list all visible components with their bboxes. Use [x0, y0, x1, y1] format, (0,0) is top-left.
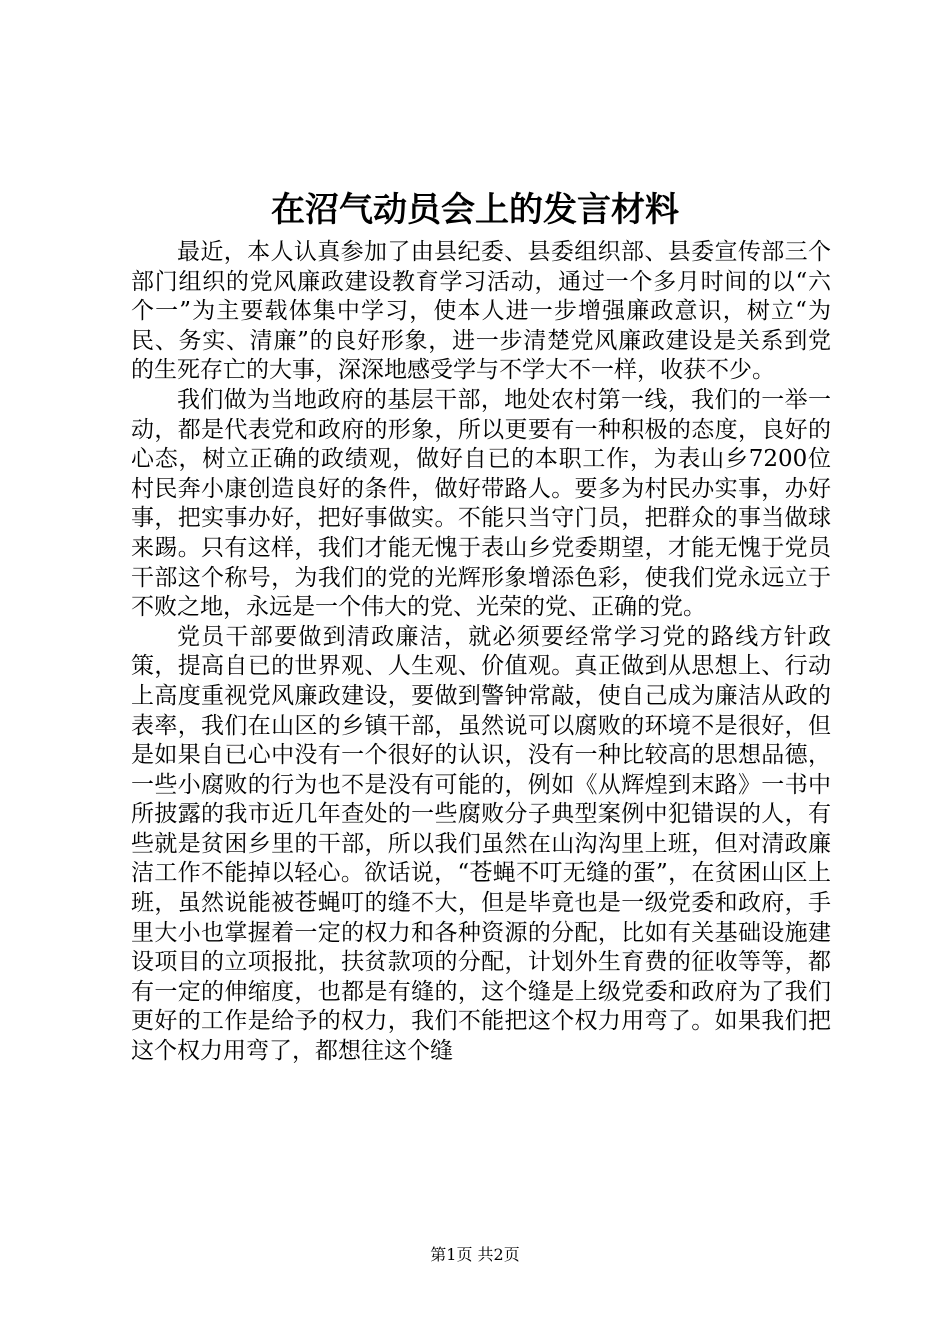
- document-body: [131, 238, 831, 1067]
- paragraph-3: 党员干部要做到清政廉洁，就必须要经常学习党的路线方针政策，提高自已的世界观、人生观、价值观。真正做到从思想上、行动上高度重视党风廉政建设，要做到警钟常敲，使自己成为廉洁从政的表率，我们在山区的乡镇干部，虽然说可以腐败的环境不是很好，但是如果自已心中没有一个很好的认识，没有一种比较高的思想品德，一些小腐败的行为也不是没有可能的，例如《从辉煌到末路》一书中所披露的我市近几年查处的一些腐败分子典型案例中犯错误的人，有些就是贫困乡里的干部，所以我们虽然在山沟沟里上班，但对清政廉洁工作不能掉以轻心。欲话说，“苍蝇不叮无缝的蛋”，在贫困山区上班，虽然说能被苍蝇叮的缝不大，但是毕竟也是一级党委和政府，手里大小也掌握着一定的权力和各种资源的分配，比如有关基础设施建设项目的立项报批，扶贫款项的分配，计划外生育费的征收等等，都有一定的伸缩度，也都是有缝的，这个缝是上级党委和政府为了我们更好的工作是给予的权力，我们不能把这个权力用弯了。如果我们把这个权力用弯了，都想往这个缝: [131, 623, 831, 1065]
- document-title: 在沼气动员会上的发言材料: [271, 190, 679, 230]
- paragraph-2: 我们做为当地政府的基层干部，地处农村第一线，我们的一举一动，都是代表党和政府的形象，所以更要有一种积极的态度，良好的心态，树立正确的政绩观，做好自已的本职工作，为表山乡7200位村民奔小康创造良好的条件，做好带路人。要多为村民办实事，办好事，把实事办好，把好事做实。不能只当守门员，把群众的事当做球来踢。只有这样，我们才能无愧于表山乡党委期望，才能无愧于党员干部这个称号，为我们的党的光辉形象增添色彩，使我们党永远立于不败之地，永远是一个伟大的党、光荣的党、正确的党。: [131, 386, 831, 621]
- page-number-footer: 第1页 共2页: [430, 1245, 520, 1264]
- paragraph-1: 最近，本人认真参加了由县纪委、县委组织部、县委宣传部三个部门组织的党风廉政建设教育学习活动，通过一个多月时间的以“六个一”为主要载体集中学习，使本人进一步增强廉政意识，树立“为民、务实、清廉”的良好形象，进一步清楚党风廉政建设是关系到党的生死存亡的大事，深深地感受学与不学大不一样，收获不少。: [131, 239, 831, 384]
